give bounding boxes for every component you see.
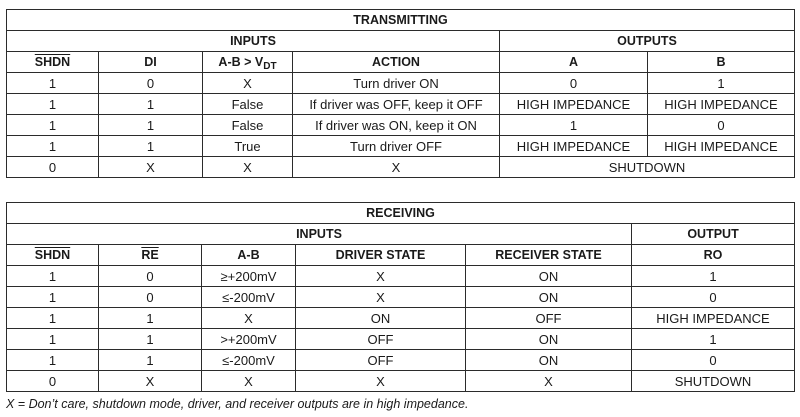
tx-col-action: ACTION <box>293 52 500 73</box>
table-cell: ON <box>296 308 466 329</box>
table-cell: 0 <box>99 287 202 308</box>
table-cell: 1 <box>99 329 202 350</box>
table-row <box>7 287 795 308</box>
transmitting-table <box>6 9 795 178</box>
table-cell: X <box>99 371 202 392</box>
rx-col-shdn <box>7 245 99 266</box>
rx-col-receiver-state: RECEIVER STATE <box>466 245 632 266</box>
table-cell: X <box>296 371 466 392</box>
table-cell: 1 <box>99 308 202 329</box>
table-cell: X <box>203 73 293 94</box>
rx-col-ab: A-B <box>202 245 296 266</box>
table-cell: 0 <box>648 115 795 136</box>
table-cell: 1 <box>7 94 99 115</box>
footnote: X = Don’t care, shutdown mode, driver, and receiver outputs are in high impedance. <box>6 397 469 411</box>
table-cell: 0 <box>632 287 795 308</box>
rx-col-re-label: $\overline{RE}$ <box>141 247 159 262</box>
table-cell: X <box>203 157 293 178</box>
table-cell: 1 <box>7 73 99 94</box>
table-cell: 1 <box>632 329 795 350</box>
table-cell: If driver was ON, keep it ON <box>293 115 500 136</box>
table-cell: ON <box>466 287 632 308</box>
table-cell: X <box>293 157 500 178</box>
table-cell: OFF <box>296 329 466 350</box>
rx-inputs-header: INPUTS <box>7 224 632 245</box>
table-cell: 1 <box>7 136 99 157</box>
table-cell: 0 <box>7 371 99 392</box>
table-cell: Turn driver OFF <box>293 136 500 157</box>
table-cell: 1 <box>99 136 203 157</box>
table-cell: 1 <box>7 350 99 371</box>
table-cell: False <box>203 115 293 136</box>
table-cell: Turn driver ON <box>293 73 500 94</box>
rx-col-driver-state: DRIVER STATE <box>296 245 466 266</box>
table-cell: ON <box>466 329 632 350</box>
table-cell: 1 <box>648 73 795 94</box>
table-cell: 1 <box>7 266 99 287</box>
table-cell: True <box>203 136 293 157</box>
table-cell: ≤-200mV <box>202 287 296 308</box>
rx-output-header: OUTPUT <box>632 224 795 245</box>
table-cell: 1 <box>7 329 99 350</box>
table-cell: 0 <box>99 73 203 94</box>
tx-col-a: A <box>500 52 648 73</box>
table-cell: ON <box>466 350 632 371</box>
tx-outputs-header: OUTPUTS <box>500 31 795 52</box>
rx-col-shdn-label: SHDN <box>34 247 71 262</box>
rx-col-ro: RO <box>632 245 795 266</box>
table-cell: X <box>202 308 296 329</box>
table-cell: 1 <box>99 94 203 115</box>
table-cell: 0 <box>99 266 202 287</box>
tx-col-ab <box>203 52 293 73</box>
table-cell: X <box>466 371 632 392</box>
table-cell: 1 <box>99 115 203 136</box>
table-row <box>7 329 795 350</box>
table-cell: 1 <box>632 266 795 287</box>
tx-col-di: DI <box>99 52 203 73</box>
transmitting-title: TRANSMITTING <box>7 10 795 31</box>
table-row <box>7 73 795 94</box>
table-cell: 1 <box>99 350 202 371</box>
table-cell: HIGH IMPEDANCE <box>632 308 795 329</box>
table-row <box>7 266 795 287</box>
tx-col-ab-label: A-B > V <box>218 54 264 69</box>
table-cell: OFF <box>296 350 466 371</box>
table-cell: HIGH IMPEDANCE <box>648 94 795 115</box>
table-cell: SHUTDOWN <box>632 371 795 392</box>
table-cell: X <box>296 266 466 287</box>
table-row <box>7 94 795 115</box>
table-cell: If driver was OFF, keep it OFF <box>293 94 500 115</box>
table-cell: >+200mV <box>202 329 296 350</box>
table-cell: HIGH IMPEDANCE <box>648 136 795 157</box>
table-cell: X <box>296 287 466 308</box>
table-row <box>7 350 795 371</box>
table-cell: 1 <box>500 115 648 136</box>
table-cell: X <box>202 371 296 392</box>
table-cell: ≤-200mV <box>202 350 296 371</box>
table-cell: 1 <box>7 287 99 308</box>
table-cell: HIGH IMPEDANCE <box>500 94 648 115</box>
tx-col-b: B <box>648 52 795 73</box>
table-row <box>7 115 795 136</box>
receiving-table <box>6 202 795 392</box>
tx-col-shdn-label: SHDN <box>34 54 71 69</box>
table-cell: ON <box>466 266 632 287</box>
table-row-shutdown <box>7 157 795 178</box>
table-cell: False <box>203 94 293 115</box>
tx-col-ab-subscript: DT <box>263 60 277 72</box>
table-cell: HIGH IMPEDANCE <box>500 136 648 157</box>
table-row <box>7 308 795 329</box>
tx-col-shdn <box>7 52 99 73</box>
table-row <box>7 136 795 157</box>
tx-inputs-header: INPUTS <box>7 31 500 52</box>
table-cell: 1 <box>7 308 99 329</box>
table-row <box>7 371 795 392</box>
receiving-title: RECEIVING <box>7 203 795 224</box>
table-cell: OFF <box>466 308 632 329</box>
rx-col-re <box>99 245 202 266</box>
table-cell: X <box>99 157 203 178</box>
table-cell: 0 <box>500 73 648 94</box>
table-cell: 0 <box>7 157 99 178</box>
table-cell-shutdown: SHUTDOWN <box>500 157 795 178</box>
table-cell: ≥+200mV <box>202 266 296 287</box>
table-cell: 1 <box>7 115 99 136</box>
table-cell: 0 <box>632 350 795 371</box>
